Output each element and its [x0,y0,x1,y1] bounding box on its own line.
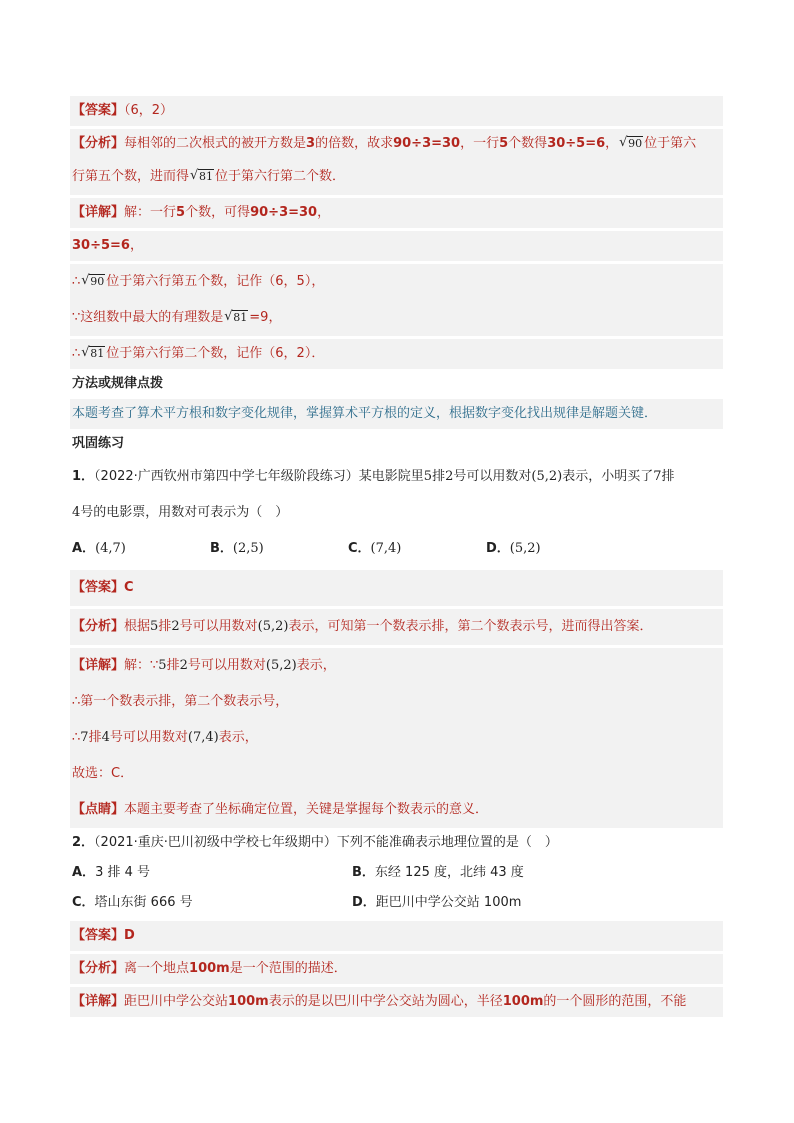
detail-number: 100m [228,994,269,1009]
detail-number: 5 [176,205,186,220]
option-label: D． [352,895,376,910]
number-pair: (5,2) [531,469,563,484]
detail-tag: 【详解】 [72,994,125,1009]
comment-tag: 【点睛】 [72,802,125,817]
number-pair: (5,2) [265,658,297,673]
option-d[interactable] [486,531,624,567]
detail-text: 个数，可得 [185,205,251,220]
analysis-text: 每相邻的二次根式的被开方数是 [124,136,307,151]
detail-text: 排 [166,658,180,673]
q1-analysis-line [70,609,723,645]
sqrt-symbol [619,129,643,159]
analysis-number: 100m [189,961,230,976]
q1-comment-line [70,792,723,828]
comment-text: 本题主要考查了坐标确定位置，关键是掌握每个数表示的意义． [124,802,489,817]
analysis-text: ，一行 [460,136,500,151]
analysis-tag: 【分析】 [72,136,125,151]
option-b[interactable] [210,531,348,567]
q2-analysis-line [70,954,723,984]
q2-stem-line [70,828,723,858]
number-pair: (5,2) [257,619,289,634]
detail-text: =9， [249,310,282,325]
option-d[interactable] [352,888,632,918]
option-label: A． [72,541,96,556]
analysis-text: 位于第六 [644,136,697,151]
detail-text: ， [317,205,331,220]
sqrt-radicand: 90 [628,137,643,150]
document-page [70,96,723,1017]
detail-line-3 [70,264,723,300]
question-text: 表示，小明买了 [562,469,654,484]
detail-text: 号可以用数对 [187,658,266,673]
detail-line-1 [70,198,723,228]
answer-value: D [124,928,135,943]
sqrt-symbol [81,339,105,369]
answer-value: C [124,580,134,595]
option-label: A． [72,865,96,880]
answer-tag: 【答案】 [72,103,125,118]
method-text: 本题考查了算术平方根和数字变化规律，掌握算术平方根的定义，根据数字变化找出规律是解题关键． [72,406,658,421]
sqrt-radicand: 81 [199,170,214,183]
analysis-tag: 【分析】 [72,619,125,634]
q2-answer-line [70,921,723,951]
detail-number: 7 [80,730,89,745]
analysis-number: 3 [306,136,316,151]
answer-value: （6，2） [124,103,174,118]
q2-options-row-1 [70,858,723,888]
detail-text: 位于第六行第二个数，记作（6，2）． [106,346,325,361]
analysis-calc: 30÷5=6 [547,136,606,151]
option-label: B． [352,865,375,880]
analysis-text: 排 [158,619,172,634]
q1-stem-line-2 [70,495,723,531]
detail-calc: 90÷3=30 [250,205,318,220]
analysis-tag: 【分析】 [72,961,125,976]
option-b[interactable] [352,858,632,888]
method-text-line [70,399,723,429]
analysis-number: 5 [499,136,509,151]
answer-tag: 【答案】 [72,928,125,943]
question-number-value: 7 [653,469,662,484]
detail-text: 排 [88,730,102,745]
detail-text: 距巴川中学公交站 [124,994,229,1009]
analysis-text: ， [605,136,619,151]
detail-tag: 【详解】 [72,658,125,673]
detail-number: 2 [179,658,188,673]
answer-line [70,96,723,126]
detail-text: 表示， [296,658,336,673]
sqrt-symbol [190,159,214,195]
practice-heading: 巩固练习 [72,436,125,451]
detail-text: 表示， [218,730,258,745]
q1-detail-line-4 [70,756,723,792]
analysis-text: 根据 [124,619,151,634]
detail-number: 5 [158,658,167,673]
analysis-line-1 [70,129,723,159]
analysis-text: 是一个范围的描述． [229,961,347,976]
question-number-value: 2 [445,469,454,484]
question-number: 1． [72,469,95,484]
detail-number: 100m [502,994,544,1009]
detail-line-2 [70,231,723,261]
therefore-symbol: ∴ [72,274,81,289]
sqrt-radicand: 90 [90,275,105,288]
analysis-number: 2 [171,619,180,634]
question-source: （2022·广西钦州市第四中学七年级阶段练习） [94,469,359,484]
detail-calc: 30÷5=6 [72,238,130,253]
analysis-text: 位于第六行第二个数． [215,169,346,184]
option-label: B． [210,541,233,556]
option-a[interactable] [72,858,352,888]
option-value: 3 排 4 号 [95,865,151,880]
detail-text: 号可以用数对 [109,730,188,745]
q1-stem-line-1 [70,459,723,495]
question-number-value: 4 [72,505,81,520]
option-value: (4,7) [95,541,126,556]
detail-text: 的一个圆形的范围，不能 [543,994,687,1009]
number-pair: (7,4) [187,730,219,745]
question-number: 2． [72,835,95,850]
question-text: 号可以用数对 [453,469,532,484]
q1-detail-line-2 [70,684,723,720]
question-text: 排 [432,469,446,484]
option-c[interactable] [348,531,486,567]
practice-heading-line [70,429,723,459]
question-source: （2021·重庆·巴川初级中学校七年级期中） [94,835,337,850]
detail-text: 解：一行 [124,205,177,220]
sqrt-symbol [224,300,248,336]
detail-text: 故选：C． [72,766,134,781]
option-a[interactable] [72,531,210,567]
analysis-text: 行第五个数，进而得 [72,169,190,184]
option-value: (7,4) [370,541,402,556]
detail-tag: 【详解】 [72,205,125,220]
sqrt-radicand: 81 [233,311,248,324]
detail-line-4 [70,300,723,336]
analysis-text: 个数得 [508,136,548,151]
detail-text: ∴第一个数表示排，第二个数表示号， [72,694,289,709]
option-value: 东经 125 度，北纬 43 度 [374,865,524,880]
question-number-value: 5 [423,469,433,484]
q1-detail-line-1 [70,648,723,684]
detail-number: 4 [101,730,110,745]
detail-text: 位于第六行第五个数，记作（6，5）， [106,274,325,289]
option-c[interactable] [72,888,352,918]
analysis-number: 5 [150,619,159,634]
question-text: 某电影院里 [358,469,424,484]
detail-text: 表示的是以巴川中学公交站为圆心，半径 [268,994,503,1009]
analysis-text: 号可以用数对 [179,619,258,634]
question-text: 下列不能准确表示地理位置的是（ ） [336,835,558,850]
detail-text: ∵这组数中最大的有理数是 [72,310,224,325]
analysis-calc: 90÷3=30 [393,136,461,151]
question-text: 排 [661,469,675,484]
analysis-text: 表示，可知第一个数表示排，第二个数表示号，进而得出答案． [288,619,653,634]
option-label: D． [486,541,510,556]
sqrt-radicand: 81 [90,347,105,360]
q1-options [70,531,723,567]
option-label: C． [72,895,95,910]
detail-text: ， [129,238,143,253]
question-text: 号的电影票，用数对可表示为（ ） [80,505,289,520]
answer-tag: 【答案】 [72,580,125,595]
option-value: 塔山东街 666 号 [94,895,193,910]
option-label: C． [348,541,371,556]
analysis-text: 离一个地点 [124,961,190,976]
method-heading: 方法或规律点拨 [72,376,164,391]
q1-answer-line [70,570,723,606]
q2-detail-line [70,987,723,1017]
detail-text: 解：∵ [124,658,159,673]
analysis-line-2 [70,159,723,195]
sqrt-symbol [81,264,105,300]
therefore-symbol: ∴ [72,346,81,361]
therefore-symbol: ∴ [72,730,81,745]
analysis-text: 的倍数，故求 [315,136,394,151]
option-value: (2,5) [232,541,264,556]
option-value: 距巴川中学公交站 100m [375,895,522,910]
option-value: (5,2) [509,541,541,556]
q2-options-row-2 [70,888,723,918]
method-heading-line [70,369,723,399]
q1-detail-line-3 [70,720,723,756]
detail-line-5 [70,339,723,369]
